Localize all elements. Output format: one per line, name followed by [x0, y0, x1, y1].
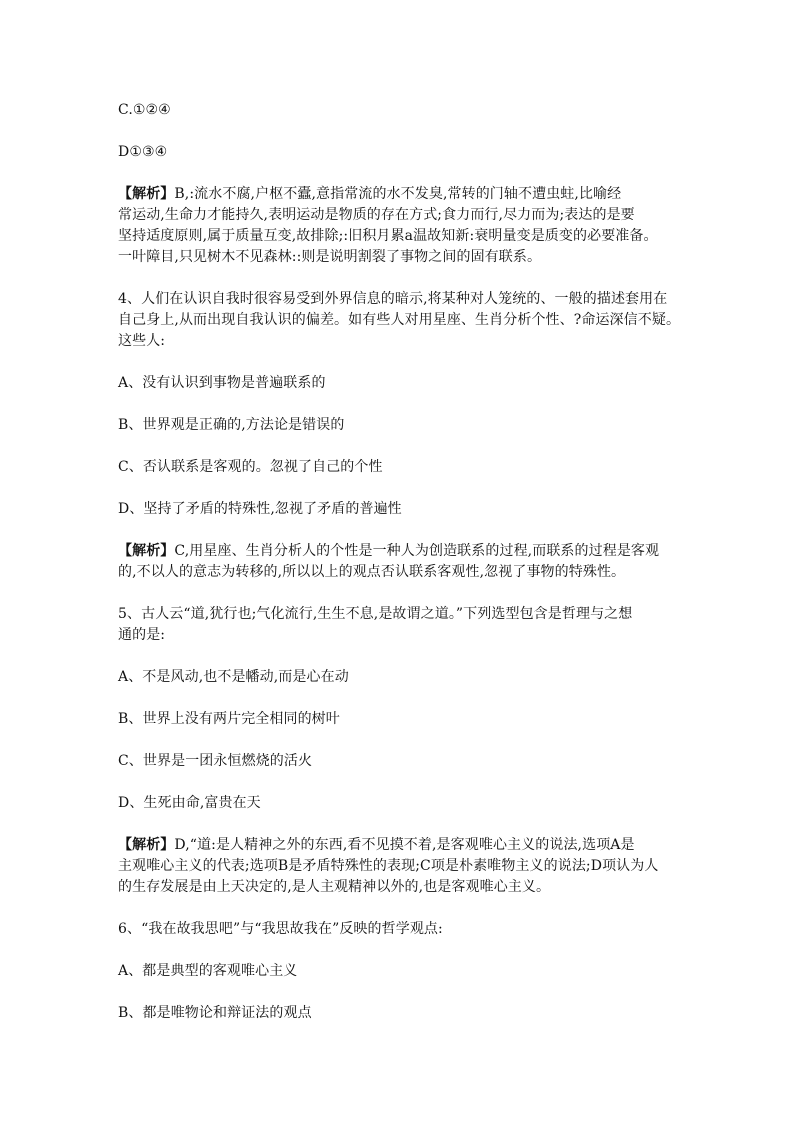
question-6-option-a: A、都是典型的客观唯心主义: [118, 963, 298, 979]
question-5-option-a: A、不是风动,也不是幡动,而是心在动: [118, 669, 349, 685]
analysis-5-line-2: 主观唯心主义的代表;选项B是矛盾特殊性的表现;C项是朴素唯物主义的说法;D项认为人: [118, 858, 659, 874]
analysis-tag: 【解析】: [118, 186, 175, 202]
question-4-option-a: A、没有认识到事物是普遍联系的: [118, 375, 326, 391]
question-5-option-d: D、生死由命,富贵在天: [118, 795, 261, 811]
analysis-3-line-3: 坚持适度原则,属于质量互变,故排除;:旧积月累a温故知新:衰明量变是质变的必要准备。: [118, 228, 658, 244]
question-6-line-1: 6、“我在故我思吧”与“我思故我在”反映的哲学观点:: [118, 921, 443, 937]
question-4-line-1: 4、人们在认识自我时很容易受到外界信息的暗示,将某种对人笼统的、一般的描述套用在: [118, 291, 668, 307]
analysis-3-line-4: 一叶障目,只见树木不见森林::则是说明割裂了事物之间的固有联系。: [118, 249, 542, 265]
analysis-text: D,“道:是人精神之外的东西,看不见摸不着,是客观唯心主义的说法,选项A是: [174, 837, 635, 853]
question-5-line-2: 通的是:: [118, 627, 166, 643]
analysis-text: B,:流水不腐,户枢不蠹,意指常流的水不发臭,常转的门轴不遭虫蛀,比喻经: [174, 186, 622, 202]
question-4-option-c: C、否认联系是客观的。忽视了自己的个性: [118, 459, 383, 475]
analysis-5-line-1: [118, 835, 688, 856]
analysis-4-line-2: 的,不以人的意志为转移的,所以以上的观点否认联系客观性,忽视了事物的特殊性。: [118, 564, 626, 580]
question-4-line-2: 自己身上,从而出现自我认识的偏差。如有些人对用星座、生肖分析个性、?命运深信不疑。: [118, 312, 681, 328]
question-4-option-b: B、世界观是正确的,方法论是错误的: [118, 417, 345, 433]
analysis-text: C,用星座、生肖分析人的个性是一种人为创造联系的过程,而联系的过程是客观: [174, 543, 660, 559]
analysis-tag: 【解析】: [118, 837, 175, 853]
analysis-tag: 【解析】: [118, 543, 175, 559]
question-6-option-b: B、都是唯物论和辩证法的观点: [118, 1005, 312, 1021]
question-5-line-1: 5、古人云“道,犹行也;气化流行,生生不息,是故谓之道。”下列选型包含是哲理与之想: [118, 606, 633, 622]
analysis-4-line-1: [118, 541, 688, 562]
question-4-option-d: D、坚持了矛盾的特殊性,忽视了矛盾的普遍性: [118, 501, 402, 517]
analysis-3-line-1: [118, 184, 688, 205]
analysis-3-line-2: 常运动,生命力才能持久,表明运动是物质的存在方式;食力而行,尽力而为;表达的是要: [118, 207, 635, 223]
question-5-option-b: B、世界上没有两片完全相同的树叶: [118, 711, 340, 727]
option-c-previous: C.①②④: [118, 102, 171, 118]
question-5-option-c: C、世界是一团永恒燃烧的活火: [118, 753, 313, 769]
question-4-line-3: 这些人:: [118, 333, 166, 349]
option-d-previous: D①③④: [118, 144, 168, 160]
analysis-5-line-3: 的生存发展是由上天决定的,是人主观精神以外的,也是客观唯心主义。: [118, 879, 551, 895]
